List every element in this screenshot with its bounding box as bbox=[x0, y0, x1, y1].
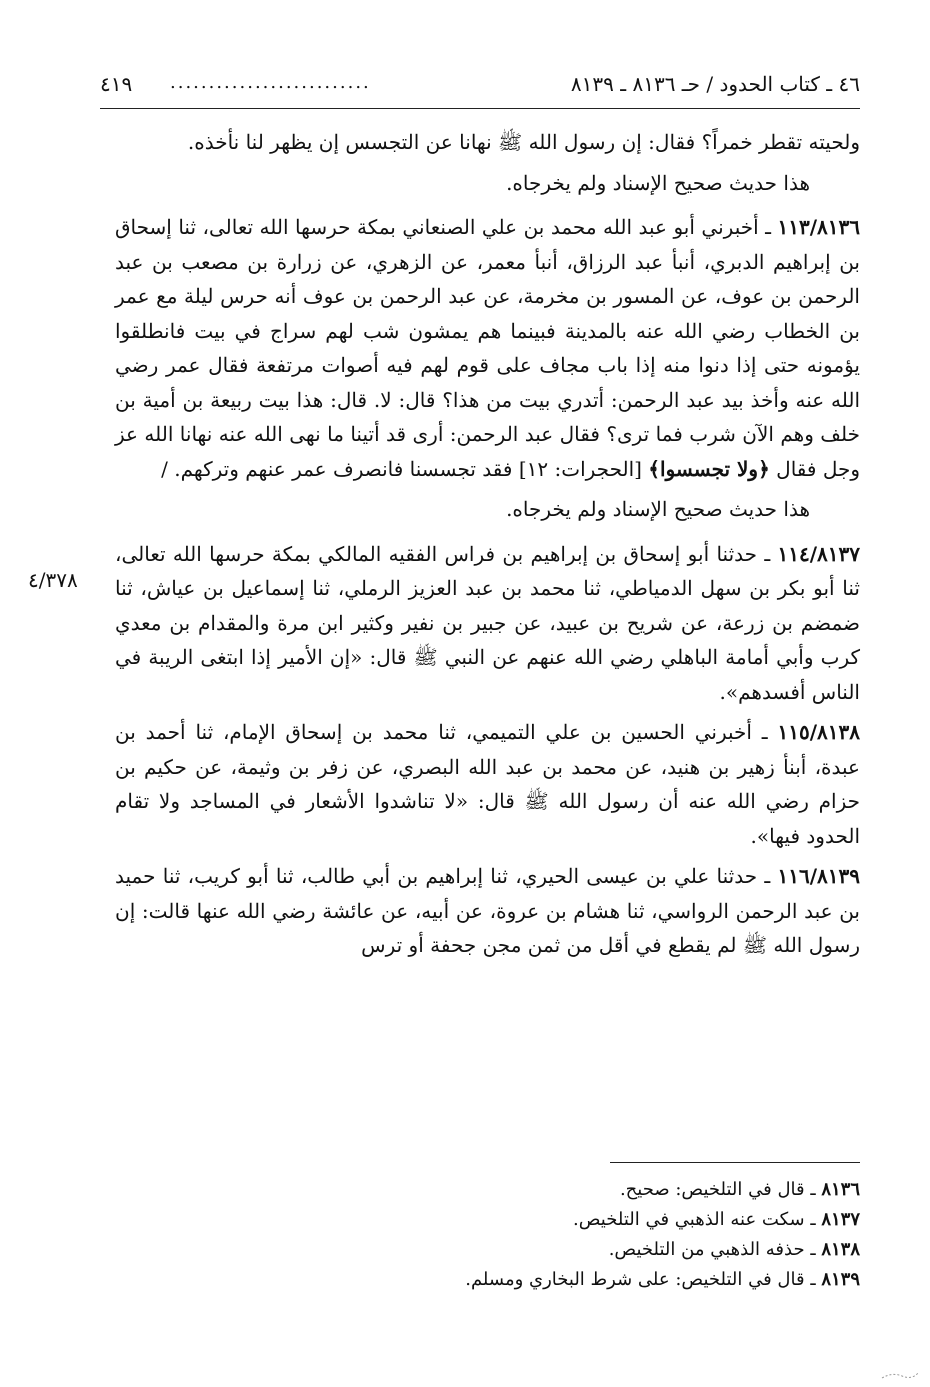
footnote-text: ـ حذفه الذهبي من التلخيص. bbox=[608, 1239, 822, 1260]
footnote-text: ـ قال في التلخيص: على شرط البخاري ومسلم. bbox=[465, 1269, 822, 1290]
footnote bbox=[115, 1265, 860, 1295]
grading-note: هذا حديث صحيح الإسناد ولم يخرجاه. bbox=[506, 497, 810, 521]
hadith-text: ـ حدثنا أبو إسحاق بن إبراهيم بن فراس الفقيه المالكي بمكة حرسها الله تعالى، ثنا أبو بكر بن سهل الدمياطي، ثنا محمد بن عبد العزيز الرملي، ثنا إسماعيل بن عياش، ثنا ضمضم بن زرعة، عن شريح بن عبيد، عن جبير بن نفير وكثير ابن مرة والمقدام بن معدي كرب وأبي أمامة الباهلي رضي الله عنهم عن النبي ﷺ قال: «إن الأمير إذا ابتغى الريبة في الناس أفسدهم». bbox=[115, 541, 860, 704]
scan-mark bbox=[880, 1370, 920, 1380]
footnote-number: ٨١٣٧ bbox=[821, 1209, 860, 1230]
footnotes bbox=[115, 1175, 860, 1295]
hadith-number: ١١٤/٨١٣٧ bbox=[777, 541, 860, 566]
footnote-text: ـ سكت عنه الذهبي في التلخيص. bbox=[573, 1209, 822, 1230]
hadith-8138 bbox=[115, 715, 860, 853]
hadith-text-end: [الحجرات: ١٢] فقد تجسسنا فانصرف عمر عنهم وتركهم. / bbox=[161, 456, 649, 481]
hadith-text: ـ أخبرني الحسين بن علي التميمي، ثنا محمد بن إسحاق الإمام، ثنا أحمد بن عبدة، أبنأ زهير بن هنيد، عن محمد بن عبد الله البصري، عن زفر بن وثيمة، عن حكيم بن حزام رضي الله عنه أن رسول الله ﷺ قال: «لا تناشدوا الأشعار في المساجد ولا تقام الحدود فيها». bbox=[115, 720, 860, 848]
hadith-number: ١١٣/٨١٣٦ bbox=[777, 215, 860, 239]
footnote-separator bbox=[610, 1162, 860, 1163]
hadith-8139 bbox=[115, 859, 860, 963]
footnote-number: ٨١٣٨ bbox=[821, 1239, 860, 1260]
hadith-number: ١١٥/٨١٣٨ bbox=[777, 720, 860, 744]
quran-quote: ﴿ولا تجسسوا﴾ bbox=[648, 456, 770, 481]
footnote bbox=[115, 1175, 860, 1205]
footnote-text: ـ قال في التلخيص: صحيح. bbox=[619, 1179, 822, 1200]
grading-note: هذا حديث صحيح الإسناد ولم يخرجاه. bbox=[506, 170, 810, 195]
paragraph-continuation: ولحيته تقطر خمراً؟ فقال: إن رسول الله ﷺ نهانا عن التجسس إن يظهر لنا نأخذه. bbox=[187, 130, 860, 154]
hadith-number: ١١٦/٨١٣٩ bbox=[777, 864, 860, 888]
running-header bbox=[100, 68, 860, 109]
footnote bbox=[115, 1235, 860, 1265]
header-leader-dots: .......................... bbox=[170, 72, 371, 93]
main-text bbox=[115, 125, 860, 969]
footnote bbox=[115, 1205, 860, 1235]
margin-reference: ٤/٣٧٨ bbox=[28, 568, 78, 592]
header-title: ٤٦ ـ كتاب الحدود / حـ ٨١٣٦ ـ ٨١٣٩ bbox=[570, 72, 860, 96]
footnote-number: ٨١٣٦ bbox=[821, 1179, 860, 1200]
page-number: ٤١٩ bbox=[100, 72, 133, 96]
hadith-8137 bbox=[115, 537, 860, 710]
hadith-8136 bbox=[115, 210, 860, 486]
footnote-number: ٨١٣٩ bbox=[821, 1269, 860, 1290]
hadith-text: ـ أخبرني أبو عبد الله محمد بن علي الصنعاني بمكة حرسها الله تعالى، ثنا إسحاق بن إبراهيم الدبري، أنبأ عبد الرزاق، أنبأ معمر، عن الزهري، عن زرارة بن مصعب بن عبد الرحمن بن عوف، عن المسور بن مخرمة، عن عبد الرحمن بن عوف أنه حرس ليلة مع عمر بن الخطاب رضي الله عنه بالمدينة فبينما هم يمشون شب لهم سراج في بيت فانطلقوا يؤمونه حتى إذا دنوا منه إذا باب مجاف على قوم لهم فيه أصوات مرتفعة فقال عمر رضي الله عنه وأخذ بيد عبد الرحمن: أتدري بيت من هذا؟ قال: لا. قال: هذا بيت ربيعة بن أمية بن خلف وهم الآن شرب فما ترى؟ فقال عبد الرحمن: أرى قد أتينا ما نهى الله عنه نهانا الله عز وجل فقال bbox=[115, 215, 860, 481]
hadith-text: ـ حدثنا علي بن عيسى الحيري، ثنا إبراهيم بن أبي طالب، ثنا أبو كريب، ثنا حميد بن عبد الرحمن الرواسي، ثنا هشام بن عروة، عن أبيه، عن عائشة رضي الله عنها قالت: إن رسول الله ﷺ لم يقطع في أقل من ثمن مجن جحفة أو ترس bbox=[115, 864, 860, 957]
